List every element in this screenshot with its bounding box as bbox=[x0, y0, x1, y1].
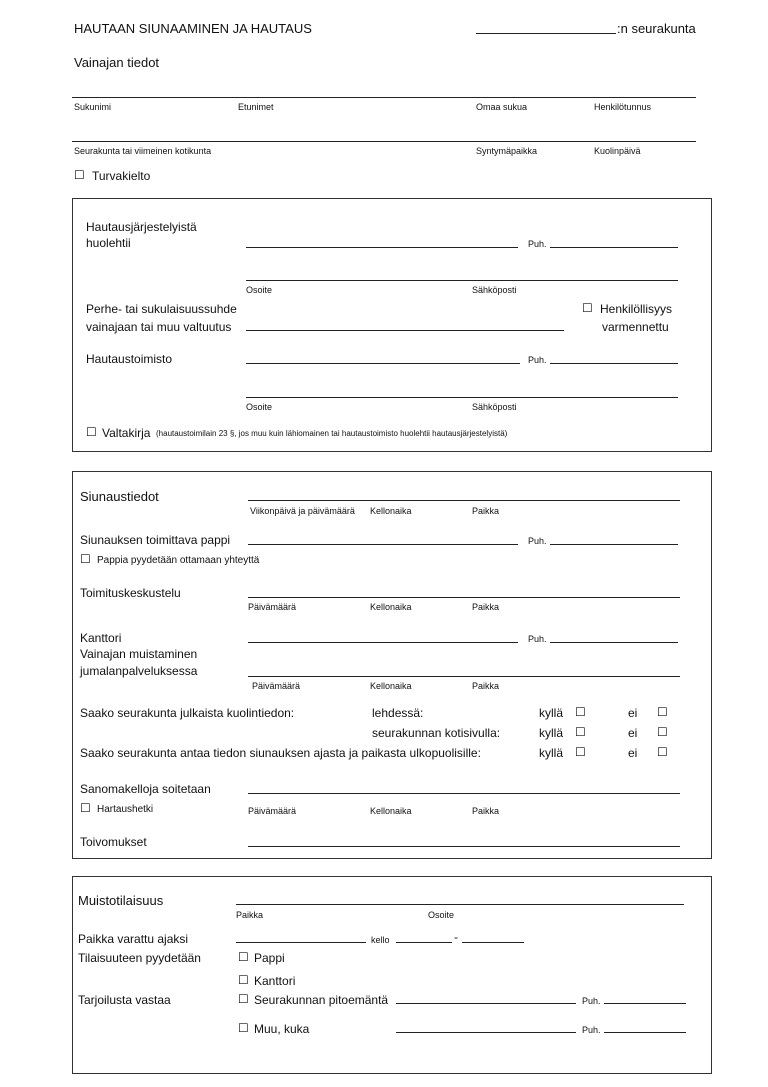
funeral-home-label: Hautaustoimisto bbox=[86, 352, 173, 366]
bells-line[interactable] bbox=[248, 793, 680, 794]
contact-priest-checkbox[interactable]: ☐ bbox=[80, 552, 91, 566]
publish-web-yes-label: kyllä bbox=[539, 726, 564, 740]
request-priest-checkbox[interactable]: ☐ bbox=[238, 950, 249, 964]
publish-web-no-label: ei bbox=[628, 726, 638, 740]
funeral-home-phone-line[interactable] bbox=[550, 363, 678, 364]
memorial-event-place-line[interactable] bbox=[236, 904, 684, 905]
organizer-name-line[interactable] bbox=[246, 247, 518, 248]
reserved-label: Paikka varattu ajaksi bbox=[78, 932, 189, 946]
contact-priest-label: Pappia pyydetään ottamaan yhteyttä bbox=[97, 555, 260, 566]
ceremony-time-label: Kellonaika bbox=[370, 506, 412, 516]
identity-label-2: varmennettu bbox=[602, 320, 669, 334]
label-protection: Turvakielto bbox=[92, 169, 151, 183]
proxy-checkbox[interactable]: ☐ bbox=[86, 425, 97, 439]
memorial-event-title: Muistotilaisuus bbox=[78, 893, 164, 908]
funeral-home-email-label: Sähköposti bbox=[472, 402, 517, 412]
ceremony-place-label: Paikka bbox=[472, 506, 500, 516]
organizer-label-2: huolehtii bbox=[86, 236, 131, 250]
inform-yes-label: kyllä bbox=[539, 746, 564, 760]
funeral-home-address-line[interactable] bbox=[246, 397, 678, 398]
memorial-event-box bbox=[72, 876, 712, 1074]
catering-host-label: Seurakunnan pitoemäntä bbox=[254, 993, 389, 1007]
label-firstnames: Etunimet bbox=[238, 102, 274, 112]
bells-date-label: Päivämäärä bbox=[248, 806, 297, 816]
publish-question: Saako seurakunta julkaista kuolintiedon: bbox=[80, 706, 295, 720]
publish-paper-yes-checkbox[interactable]: ☐ bbox=[575, 705, 586, 719]
bells-label: Sanomakelloja soitetaan bbox=[80, 782, 211, 796]
ceremony-title: Siunaustiedot bbox=[80, 489, 159, 504]
reserved-date-line[interactable] bbox=[236, 942, 366, 943]
catering-other-checkbox[interactable]: ☐ bbox=[238, 1021, 249, 1035]
cantor-phone-label: Puh. bbox=[528, 634, 547, 644]
identity-checkbox[interactable]: ☐ bbox=[582, 301, 593, 315]
discussion-label: Toimituskeskustelu bbox=[80, 586, 181, 600]
publish-paper-label: lehdessä: bbox=[372, 706, 424, 720]
label-birthplace: Syntymäpaikka bbox=[476, 146, 538, 156]
label-id-number: Henkilötunnus bbox=[594, 102, 652, 112]
memorial-event-place-label: Paikka bbox=[236, 910, 264, 920]
organizer-address-label: Osoite bbox=[246, 285, 273, 295]
label-maiden: Omaa sukua bbox=[476, 102, 528, 112]
identity-label-1: Henkilöllisyys bbox=[600, 302, 673, 316]
discussion-date-label: Päivämäärä bbox=[248, 602, 297, 612]
funeral-home-address-label: Osoite bbox=[246, 402, 273, 412]
deceased-line-1[interactable] bbox=[72, 97, 696, 98]
section-title-deceased: Vainajan tiedot bbox=[74, 55, 160, 70]
organizer-address-line[interactable] bbox=[246, 280, 678, 281]
publish-web-yes-checkbox[interactable]: ☐ bbox=[575, 725, 586, 739]
wishes-line[interactable] bbox=[248, 846, 680, 847]
parish-name-line[interactable] bbox=[476, 33, 616, 34]
relation-line[interactable] bbox=[246, 330, 564, 331]
publish-paper-no-label: ei bbox=[628, 706, 638, 720]
label-surname: Sukunimi bbox=[74, 102, 112, 112]
publish-paper-yes-label: kyllä bbox=[539, 706, 564, 720]
cantor-phone-line[interactable] bbox=[550, 642, 678, 643]
ceremony-weekday-label: Viikonpäivä ja päivämäärä bbox=[250, 506, 355, 516]
publish-paper-no-checkbox[interactable]: ☐ bbox=[657, 705, 668, 719]
ceremony-date-line[interactable] bbox=[248, 500, 680, 501]
parish-suffix: :n seurakunta bbox=[617, 21, 696, 36]
organizer-phone-line[interactable] bbox=[550, 247, 678, 248]
funeral-home-phone-label: Puh. bbox=[528, 355, 547, 365]
organizer-label-1: Hautausjärjestelyistä bbox=[86, 220, 197, 234]
catering-label: Tarjoilusta vastaa bbox=[78, 993, 171, 1007]
bells-place-label: Paikka bbox=[472, 806, 500, 816]
priest-label: Siunauksen toimittava pappi bbox=[80, 533, 231, 547]
organizer-phone-label: Puh. bbox=[528, 239, 547, 249]
relation-label-2: vainajaan tai muu valtuutus bbox=[86, 320, 232, 334]
memorial-place-label: Paikka bbox=[472, 681, 500, 691]
requested-label: Tilaisuuteen pyydetään bbox=[78, 951, 201, 965]
memorial-date-label: Päivämäärä bbox=[252, 681, 301, 691]
devotion-checkbox[interactable]: ☐ bbox=[80, 801, 91, 815]
devotion-label: Hartaushetki bbox=[97, 804, 154, 815]
cantor-label: Kanttori bbox=[80, 631, 122, 645]
catering-other-line[interactable] bbox=[396, 1032, 576, 1033]
wishes-label: Toivomukset bbox=[80, 835, 147, 849]
memorial-label-2: jumalanpalveluksessa bbox=[80, 664, 198, 678]
catering-host-phone-label: Puh. bbox=[582, 996, 601, 1006]
publish-web-label: seurakunnan kotisivulla: bbox=[372, 726, 501, 740]
publish-web-no-checkbox[interactable]: ☐ bbox=[657, 725, 668, 739]
reserved-clock-label: kello bbox=[371, 935, 390, 945]
deceased-line-2[interactable] bbox=[72, 141, 696, 142]
memorial-label-1: Vainajan muistaminen bbox=[80, 647, 198, 661]
label-death-date: Kuolinpäivä bbox=[594, 146, 641, 156]
request-cantor-label: Kanttori bbox=[254, 974, 296, 988]
reserved-start-line[interactable] bbox=[396, 942, 452, 943]
memorial-time-label: Kellonaika bbox=[370, 681, 412, 691]
inform-yes-checkbox[interactable]: ☐ bbox=[575, 745, 586, 759]
catering-host-phone-line[interactable] bbox=[604, 1003, 686, 1004]
cantor-line[interactable] bbox=[248, 642, 518, 643]
memorial-event-address-label: Osoite bbox=[428, 910, 455, 920]
catering-other-phone-label: Puh. bbox=[582, 1025, 601, 1035]
priest-phone-line[interactable] bbox=[550, 544, 678, 545]
proxy-note: (hautaustoimilain 23 §, jos muu kuin lähiomainen tai hautaustoimisto huolehtii hautausjärjestelyistä) bbox=[156, 429, 508, 438]
catering-other-phone-line[interactable] bbox=[604, 1032, 686, 1033]
relation-label-1: Perhe- tai sukulaisuussuhde bbox=[86, 302, 237, 316]
catering-host-line[interactable] bbox=[396, 1003, 576, 1004]
request-cantor-checkbox[interactable]: ☐ bbox=[238, 973, 249, 987]
proxy-label: Valtakirja bbox=[102, 426, 151, 440]
label-home-parish: Seurakunta tai viimeinen kotikunta bbox=[74, 146, 212, 156]
memorial-line[interactable] bbox=[248, 676, 680, 677]
discussion-place-label: Paikka bbox=[472, 602, 500, 612]
protection-checkbox[interactable]: ☐ bbox=[74, 168, 85, 182]
reserved-dash: - bbox=[454, 930, 458, 944]
catering-host-checkbox[interactable]: ☐ bbox=[238, 992, 249, 1006]
priest-line[interactable] bbox=[248, 544, 518, 545]
inform-no-label: ei bbox=[628, 746, 638, 760]
bells-time-label: Kellonaika bbox=[370, 806, 412, 816]
discussion-time-label: Kellonaika bbox=[370, 602, 412, 612]
inform-no-checkbox[interactable]: ☐ bbox=[657, 745, 668, 759]
organizer-email-label: Sähköposti bbox=[472, 285, 517, 295]
priest-phone-label: Puh. bbox=[528, 536, 547, 546]
reserved-end-line[interactable] bbox=[462, 942, 524, 943]
discussion-line[interactable] bbox=[248, 597, 680, 598]
funeral-home-line[interactable] bbox=[246, 363, 520, 364]
request-priest-label: Pappi bbox=[254, 951, 285, 965]
inform-question: Saako seurakunta antaa tiedon siunauksen ajasta ja paikasta ulkopuolisille: bbox=[80, 746, 481, 760]
form-title: HAUTAAN SIUNAAMINEN JA HAUTAUS bbox=[74, 21, 312, 36]
catering-other-label: Muu, kuka bbox=[254, 1022, 310, 1036]
